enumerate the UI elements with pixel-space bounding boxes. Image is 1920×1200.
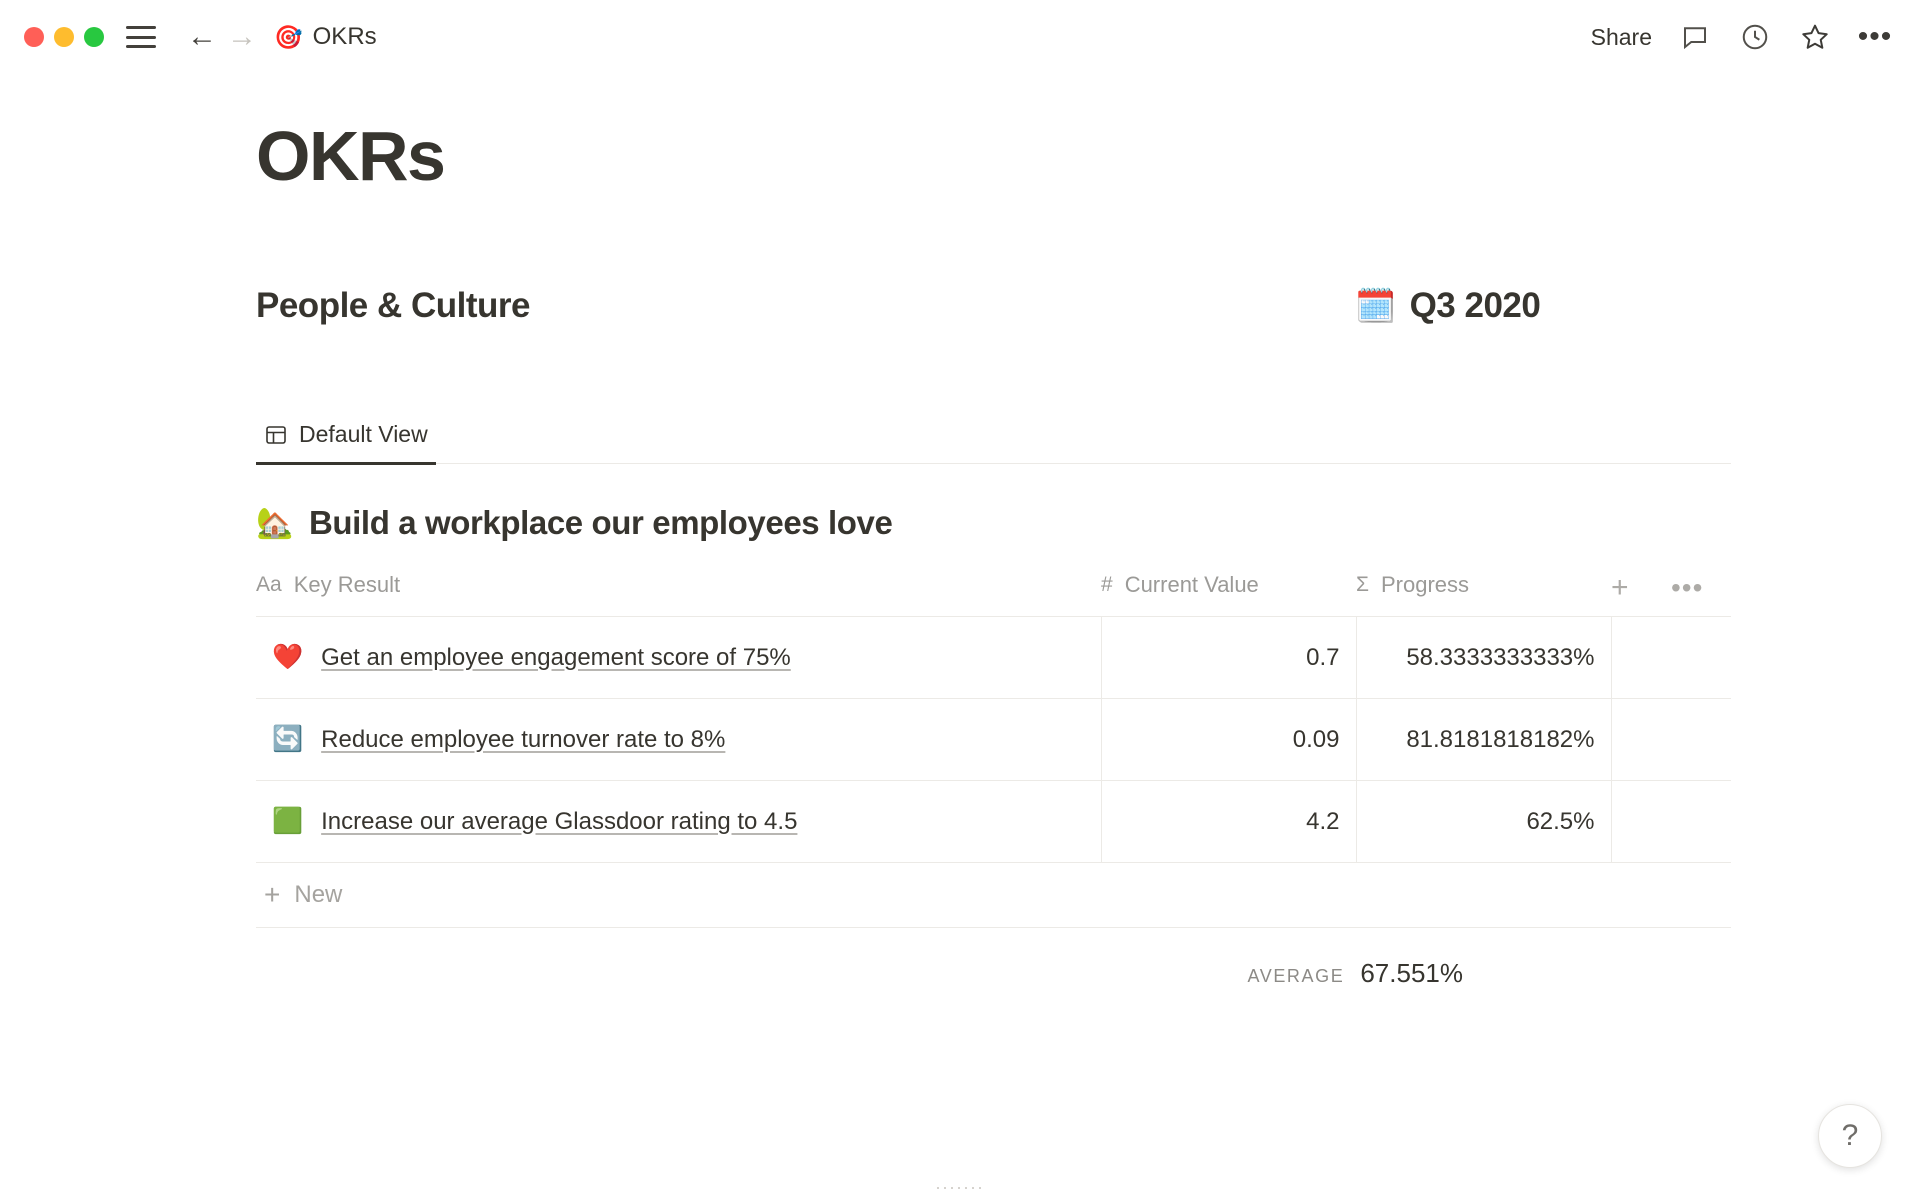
- section-title: People & Culture: [256, 286, 530, 325]
- page-title: OKRs: [256, 117, 445, 195]
- table-row[interactable]: [256, 781, 1731, 863]
- key-result-link[interactable]: Increase our average Glassdoor rating to 4.5: [321, 807, 798, 835]
- table-summary[interactable]: [256, 928, 1731, 989]
- average-label: AVERAGE: [1247, 966, 1345, 986]
- sidebar-toggle-icon[interactable]: [126, 26, 156, 48]
- breadcrumb[interactable]: [274, 23, 377, 51]
- cell-current-value[interactable]: 0.09: [1101, 699, 1356, 781]
- quarter-label-group: [1355, 286, 1540, 326]
- more-icon: •••: [1671, 572, 1704, 603]
- key-result-link[interactable]: Reduce employee turnover rate to 8%: [321, 725, 726, 753]
- minimize-window-button[interactable]: [54, 27, 74, 47]
- window-controls: [24, 27, 104, 47]
- tab-default-view-label: Default View: [299, 421, 428, 447]
- section-header: [256, 286, 1616, 326]
- heart-icon: ❤️: [272, 643, 304, 671]
- cell-current-value[interactable]: 0.7: [1101, 617, 1356, 699]
- cell-progress: 62.5%: [1356, 781, 1611, 863]
- history-icon[interactable]: [1738, 20, 1772, 54]
- table-icon: [264, 423, 288, 447]
- plus-icon: +: [264, 879, 281, 910]
- titlebar-actions: [1591, 20, 1892, 54]
- table-row[interactable]: [256, 699, 1731, 781]
- share-button[interactable]: Share: [1590, 23, 1652, 50]
- close-window-button[interactable]: [24, 27, 44, 47]
- view-tab-bar: [256, 421, 1731, 464]
- average-value: 67.551%: [1360, 958, 1463, 988]
- add-column-button[interactable]: [1611, 564, 1671, 617]
- number-type-icon: #: [1101, 573, 1113, 596]
- star-icon[interactable]: [1798, 20, 1832, 54]
- title-bar: [0, 0, 1920, 74]
- column-header-progress[interactable]: [1356, 564, 1611, 617]
- column-header-key-result[interactable]: [256, 564, 1101, 617]
- refresh-icon: 🔄: [272, 725, 304, 753]
- page-content: [0, 116, 1920, 989]
- maximize-window-button[interactable]: [84, 27, 104, 47]
- quarter-label: Q3 2020: [1409, 286, 1541, 325]
- target-icon: 🎯: [274, 23, 303, 50]
- table-row[interactable]: [256, 617, 1731, 699]
- tab-default-view[interactable]: [256, 421, 436, 465]
- glassdoor-icon: 🟩: [272, 807, 304, 835]
- table-body: [256, 617, 1731, 863]
- add-row-button[interactable]: [256, 863, 1731, 928]
- plus-icon: +: [1611, 571, 1629, 604]
- formula-type-icon: Σ: [1356, 573, 1369, 596]
- column-header-key-result-label: Key Result: [293, 572, 401, 597]
- help-button[interactable]: [1818, 1104, 1882, 1168]
- window-resize-handle[interactable]: .......: [935, 1173, 985, 1193]
- question-mark-icon: ?: [1841, 1119, 1859, 1152]
- more-icon[interactable]: •••: [1857, 20, 1893, 53]
- cell-empty: [1611, 699, 1671, 781]
- comment-icon[interactable]: [1678, 20, 1712, 54]
- cell-empty: [1671, 781, 1731, 863]
- column-header-current-value[interactable]: [1101, 564, 1356, 617]
- column-header-progress-label: Progress: [1380, 572, 1470, 597]
- text-type-icon: Aa: [256, 573, 282, 596]
- table-header: [256, 564, 1731, 617]
- cell-key-result[interactable]: [256, 699, 1101, 781]
- cell-progress: 81.8181818182%: [1356, 699, 1611, 781]
- cell-key-result[interactable]: [256, 617, 1101, 699]
- cell-empty: [1671, 617, 1731, 699]
- objective-heading: [256, 504, 1920, 542]
- cell-progress: 58.3333333333%: [1356, 617, 1611, 699]
- objective-title: Build a workplace our employees love: [308, 504, 893, 541]
- breadcrumb-label: OKRs: [312, 23, 377, 50]
- key-results-table: [256, 564, 1731, 863]
- house-icon: 🏡: [256, 506, 293, 540]
- table-options-button[interactable]: [1671, 564, 1731, 617]
- cell-empty: [1671, 699, 1731, 781]
- cell-current-value[interactable]: 4.2: [1101, 781, 1356, 863]
- cell-empty: [1611, 781, 1671, 863]
- add-row-label: New: [294, 881, 343, 908]
- column-header-current-value-label: Current Value: [1124, 572, 1259, 597]
- calendar-icon: 🗓️: [1354, 286, 1396, 324]
- forward-arrow-icon[interactable]: →: [227, 20, 257, 53]
- key-result-link[interactable]: Get an employee engagement score of 75%: [321, 643, 791, 671]
- back-arrow-icon[interactable]: ←: [187, 20, 217, 53]
- cell-key-result[interactable]: [256, 781, 1101, 863]
- cell-empty: [1611, 617, 1671, 699]
